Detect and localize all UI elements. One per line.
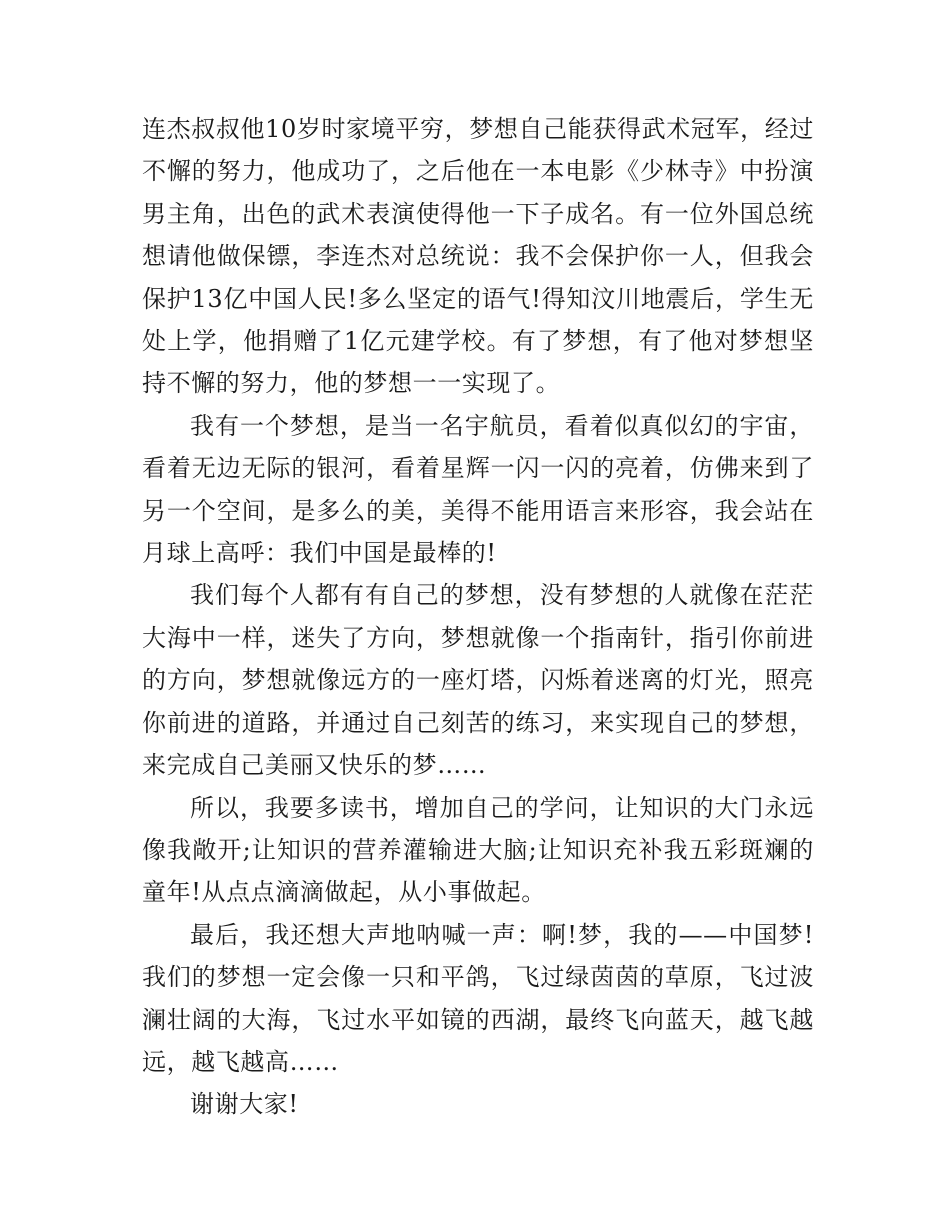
paragraph: 连杰叔叔他10岁时家境平穷，梦想自己能获得武术冠军，经过不懈的努力，他成功了，之后他在一本电影《少林寺》中扮演男主角，出色的武术表演使得他一下子成名。有一位外国总统想请他做保镖，李连杰对总统说：我不会保护你一人，但我会保护13亿中国人民!多么坚定的语气!得知汶川地震后，学生无处上学，他捐赠了1亿元建学校。有了梦想，有了他对梦想坚持不懈的努力，他的梦想一一实现了。: [142, 115, 814, 398]
paragraph: 所以，我要多读书，增加自己的学问，让知识的大门永远像我敞开;让知识的营养灌输进大脑;让知识充补我五彩斑斓的童年!从点点滴滴做起，从小事做起。: [142, 793, 814, 907]
paragraph: 谢谢大家!: [190, 1090, 299, 1119]
paragraph: 我们每个人都有有自己的梦想，没有梦想的人就像在茫茫大海中一样，迷失了方向，梦想就像一个指南针，指引你前进的方向，梦想就像远方的一座灯塔，闪烁着迷离的灯光，照亮你前进的道路，并通过自己刻苦的练习，来实现自己的梦想，来完成自己美丽又快乐的梦……: [142, 581, 814, 780]
document-body: [142, 108, 814, 1126]
paragraph: 最后，我还想大声地呐喊一声：啊!梦，我的——中国梦!我们的梦想一定会像一只和平鸽，飞过绿茵茵的草原，飞过波澜壮阔的大海，飞过水平如镜的西湖，最终飞向蓝天，越飞越远，越飞越高……: [142, 920, 814, 1076]
paragraph: 我有一个梦想，是当一名宇航员，看着似真似幻的宇宙，看着无边无际的银河，看着星辉一闪一闪的亮着，仿佛来到了另一个空间，是多么的美，美得不能用语言来形容，我会站在月球上高呼：我们中国是最棒的!: [142, 411, 814, 568]
